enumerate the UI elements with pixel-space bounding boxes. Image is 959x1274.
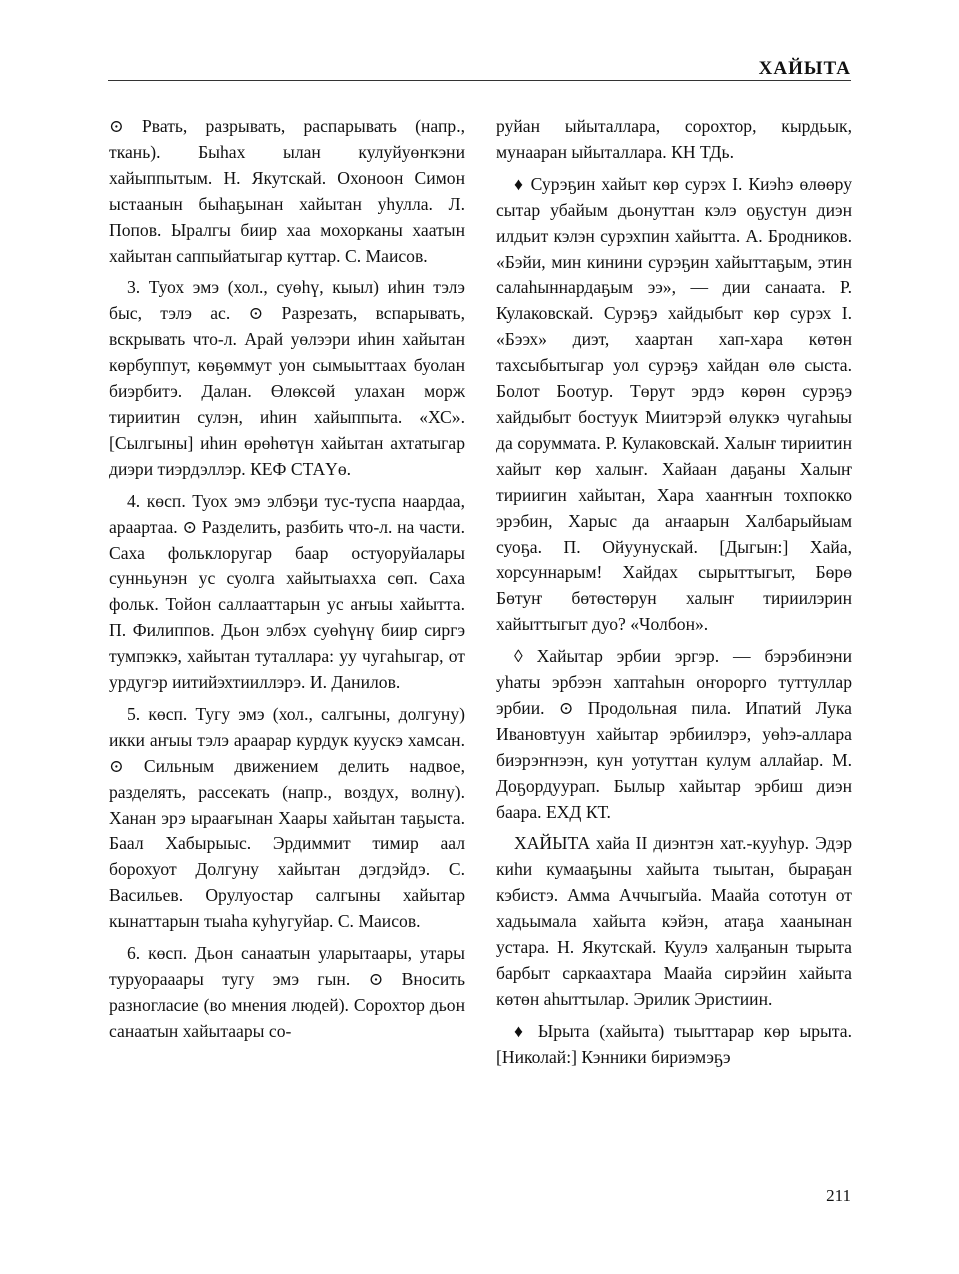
entry-paragraph: ХАЙЫТА хайа II диэнтэн хат.-кууһур. Эдэр киһи кумааҕыны хайыта тыытан, быраҕан кэбистэ. Амма Аччыгыйа. Маайа сототун от хадьымала хайыта кэйэн, атаҕа хаанынан устара. Н. Якутскай. Куулэ халҕанын тырыта барбыт саркаахтара Маайа сирэйин хайыта көтөн аһыттылар. Эрилик Эристиин. xyxy=(496,833,852,1009)
entry-paragraph: ♦ Сурэҕин хайыт көр сурэх I. Киэһэ өлөөру сытар убайым дьонуттан кэлэ оҕустун диэн илдьит кэлэн сурэхпин хайытта. А. Бродников. «Бэйи, мин кинини сурэҕин хайыттаҕым, этин салаһыннардаҕым ээ», — дии санаата. Р. Кулаковскай. Сурэҕэ хайдыбыт көр сурэх I. «Бээх» диэт, хаартан хап-хара көтөн тахсыбытыгар уол сурэҕэ хайдан өлө сыста. Болот Боотур. Төрут эрдэ көрөн сурэҕэ хайдыбыт бостуук Миитэрэй өлуккэ чугаһыы да соруммата. Р. Кулаковскай. Халыҥ тириитин хайыт көр халыҥ. Хайаан даҕаны Халыҥ тириигин хайытан, Хара хааҥҥын тохпокко эрэбин, Харыс да аҥаарын Халбарыйыам суоҕа. П. Ойуунускай. [Дыгын:] Хайа, хорсуннарым! Хайдах сырыттыгыт, Бөрө Бөтуҥ бөтөстөрун халыҥ тириилэрин хайыттыгыт дуо? «Чолбон». xyxy=(496,173,852,635)
entry-paragraph: ♦ Ырыта (хайыта) тыыттарар көр ырыта. [Николай:] Кэнники бириэмэҕэ xyxy=(496,1020,852,1067)
entry-paragraph: 4. көсп. Туох эмэ элбэҕи тус-туспа наардаа, араартаа. ⊙ Разделить, разбить что-л. на части. Саха фольклоругар баар остуоруйалары сунньунэн ус суолга хайытыахха сөп. Саха фольк. Тойон саллааттарын ус аҥыы хайытта. П. Филиппов. Дьон элбэх суөһүнү биир сиргэ тумпэккэ, хайытан туталлара: уу чугаһыгар, от урдугэр иитийэхтииллэрэ. И. Данилов. xyxy=(109,490,465,693)
right-column xyxy=(496,114,852,1071)
entry-paragraph: 5. көсп. Тугу эмэ (хол., салгыны, долгуну) икки аҥыы тэлэ араарар курдук куускэ хамсан. ⊙ Сильным движением делить надвое, разделять, рассекать (напр., воздух, волну). Ханан эрэ ыраағынан Хаары хайытан таҕыста. Баал Хабырыыс. Эрдиммит тимир аал борохуот Долгуну хайытан дэгдэйдэ. С. Васильев. Орулуостар салгыны хайытар кынаттарын тыаһа куһугуйар. С. Маисов. xyxy=(109,703,465,932)
entry-paragraph: 6. көсп. Дьон санаатын уларытаары, утары туруорааары тугу эмэ гын. ⊙ Вносить разногласие (во мнения людей). Сорохтор дьон санаатын хайытаары со- xyxy=(109,943,465,1041)
entry-paragraph: руйан ыйыталлара, сорохтор, кырдьык, мунааран ыйыталлара. КН ТДь. xyxy=(496,116,852,162)
entry-paragraph: 3. Туох эмэ (хол., суөһү, кыыл) иһин тэлэ быс, тэлэ ас. ⊙ Разрезать, вспарывать, вскрывать что-л. Арай уөлээри иһин хайытан көрбуппут, көҕөммут уон сымыыттаах буолан биэрбитэ. Далан. Өлөксөй улахан морж тириитин сулэн, иһин хайыппыта. «ХС». [Сылгыны] иһин өрөһөтүн хайытан ахтатыгар диэри тиэрдэллэр. КЕФ СТАҮө. xyxy=(109,277,465,479)
page-number: 211 xyxy=(826,1186,851,1205)
left-column xyxy=(109,114,465,1045)
entry-paragraph: ◊ Хайытар эрбии эргэр. — бэрэбинэни уһаты эрбээн хаптаһын оҥорорго туттуллар эрбии. ⊙ Продольная пила. Ипатий Лука Ивановтуун хайытар эрбиилэрэ, уөһэ-аллара биэрэҥнээн, кун уотуттан кулум аллайар. М. Доҕордуурап. Былыр хайытар эрбиш диэн баара. ЕХД КТ. xyxy=(496,646,852,822)
header-rule xyxy=(108,80,851,81)
running-head: ХАЙЫТА xyxy=(758,58,851,79)
entry-paragraph: ⊙ Рвать, разрывать, распарывать (напр., ткань). Быһах ылан кулуйуөҥкэни хайыппытым. Н. Якутскай. Охоноон Симон ыстаанын быһаҕынан хайытан уһулла. Л. Попов. Ыралгы биир хаа мохорканы хаатын хайытан саппыйатыгар куттар. С. Маисов. xyxy=(109,116,465,266)
